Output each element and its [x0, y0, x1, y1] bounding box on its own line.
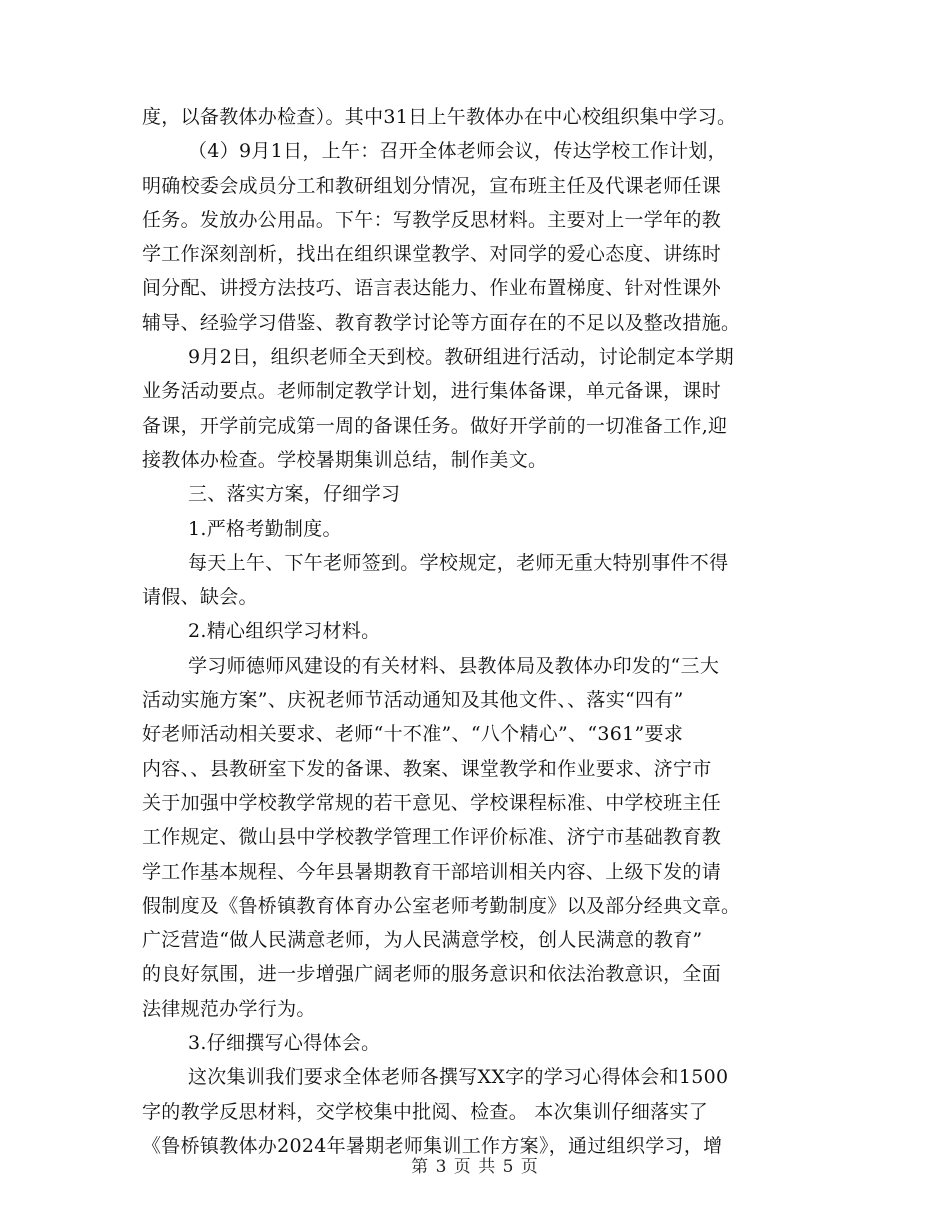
page-number-footer: 第 3 页 共 5 页 — [411, 1157, 539, 1177]
text-line: 广泛营造“做人民满意老师，为人民满意学校，创人民满意的教育” — [142, 929, 703, 952]
text-line: 关于加强中学校教学常规的若干意见、学校课程标准、中学校班主任 — [142, 791, 722, 814]
text-line: 三、落实方案，仔细学习 — [188, 483, 401, 506]
text-line: 这次集训我们要求全体老师各撰写XX字的学习心得体会和1500 — [188, 1066, 729, 1089]
text-line: 备课，开学前完成第一周的备课任务。做好开学前的一切准备工作,迎 — [142, 414, 728, 437]
text-line: 度，以备教体办检查）。其中31日上午教体办在中心校组织集中学习。 — [142, 106, 737, 128]
text-line: 内容、、县教研室下发的备课、教案、课堂教学和作业要求、济宁市 — [142, 757, 712, 780]
text-line: 学工作基本规程、今年县暑期教育干部培训相关内容、上级下发的请 — [142, 860, 722, 883]
document-body — [142, 100, 812, 1163]
text-line: 辅导、经验学习借鉴、教育教学讨论等方面存在的不足以及整改措施。 — [142, 311, 741, 334]
text-line: 间分配、讲授方法技巧、语言表达能力、作业布置梯度、针对性课外 — [142, 277, 722, 300]
text-line: 工作规定、微山县中学校教学管理工作评价标准、济宁市基础教育教 — [142, 826, 722, 849]
text-line: 活动实施方案”、庆祝老师节活动通知及其他文件、、落实“四有” — [142, 689, 684, 712]
text-line: （4）9月1日，上午：召开全体老师会议，传达学校工作计划， — [188, 140, 727, 163]
text-line: 业务活动要点。老师制定教学计划，进行集体备课，单元备课，课时 — [142, 380, 722, 403]
text-line: 假制度及《鲁桥镇教育体育办公室老师考勤制度》以及部分经典文章。 — [142, 894, 741, 917]
text-line: 好老师活动相关要求、老师“十不准”、“八个精心”、“361”要求 — [142, 723, 684, 746]
text-line: 2.精心组织学习材料。 — [188, 620, 381, 643]
text-line: 9月2日，组织老师全天到校。教研组进行活动，讨论制定本学期 — [188, 346, 734, 369]
text-line: 学工作深刻剖析，找出在组织课堂教学、对同学的爱心态度、讲练时 — [142, 243, 722, 266]
text-line: 《鲁桥镇教体办2024年暑期老师集训工作方案》，通过组织学习，增 — [142, 1134, 723, 1157]
text-line: 接教体办检查。学校暑期集训总结，制作美文。 — [142, 448, 548, 471]
text-line: 1.严格考勤制度。 — [188, 517, 342, 540]
text-line: 每天上午、下午老师签到。学校规定，老师无重大特别事件不得 — [188, 551, 729, 574]
text-line: 法律规范办学行为。 — [142, 997, 316, 1020]
text-line: 的良好氛围，进一步增强广阔老师的服务意识和依法治教意识，全面 — [142, 963, 722, 986]
text-line: 学习师德师风建设的有关材料、县教体局及教体办印发的“三大 — [188, 654, 720, 677]
text-line: 3.仔细撰写心得体会。 — [188, 1032, 381, 1055]
text-line: 任务。发放办公用品。下午：写教学反思材料。主要对上一学年的教 — [142, 208, 722, 231]
text-line: 字的教学反思材料，交学校集中批阅、检查。 本次集训仔细落实了 — [142, 1100, 709, 1123]
text-line: 明确校委会成员分工和教研组划分情况，宣布班主任及代课老师任课 — [142, 174, 722, 197]
text-line: 请假、缺会。 — [142, 586, 258, 609]
